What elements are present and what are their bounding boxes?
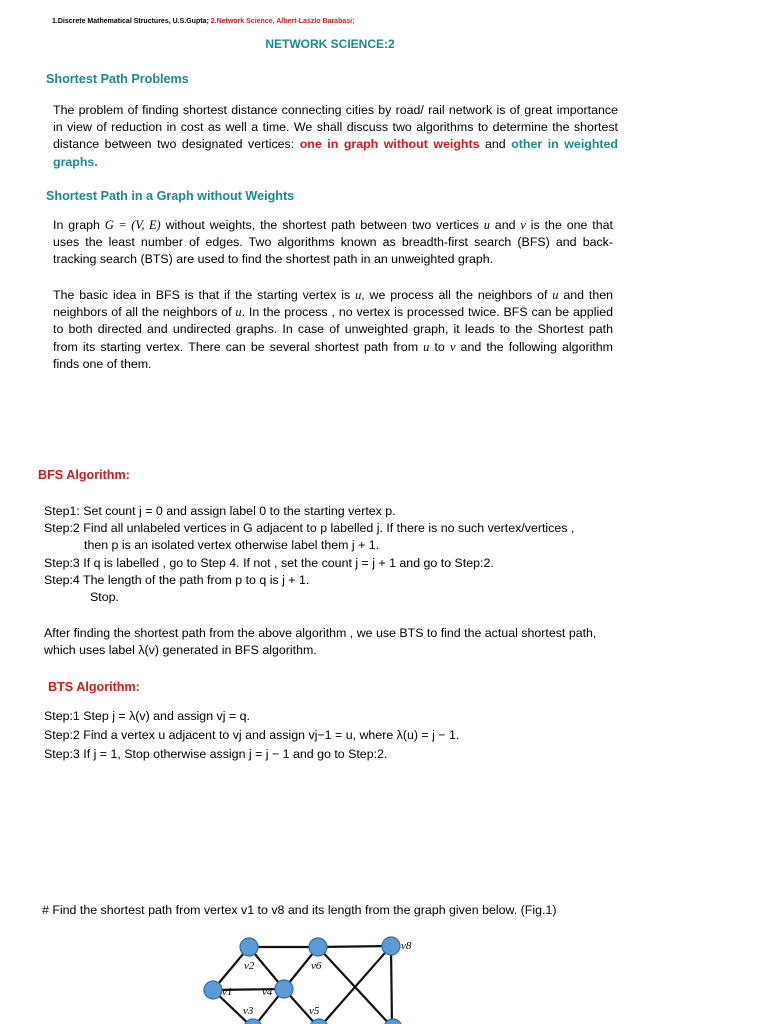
paragraph-bfs-idea — [53, 287, 613, 373]
text-segment: and then neighbors of all the neighbors of — [53, 288, 613, 320]
paragraph-intro — [53, 102, 618, 171]
bfs-step-2-continued: then p is an isolated vertex otherwise label them j + 1. — [84, 538, 380, 553]
math-var: u — [483, 218, 490, 232]
heading-bfs-algorithm: BFS Algorithm: — [38, 468, 130, 482]
label-v8: v8 — [401, 940, 412, 952]
references-line — [52, 18, 354, 25]
label-v2: v2 — [244, 960, 255, 972]
text-segment: The basic idea in BFS is that if the starting vertex is — [53, 288, 356, 302]
exercise-question: # Find the shortest path from vertex v1 to v8 and its length from the graph given below. (Fig.1) — [42, 903, 557, 917]
text-segment: . In the process , no vertex is processed twice. BFS can be applied to both directed and undirected graphs. In case of unweighted graph, it leads to the Shortest path from its starting vertex. There can be several shortest path from — [53, 305, 613, 354]
graph-edges — [213, 946, 393, 1024]
edge — [318, 946, 391, 947]
label-v3: v3 — [243, 1005, 254, 1017]
document-title: NETWORK SCIENCE:2 — [265, 37, 395, 51]
label-v4: v4 — [262, 986, 273, 998]
bts-step-2: Step:2 Find a vertex u adjacent to vj and assign vj−1 = u, where λ(u) = j − 1. — [44, 728, 460, 742]
graph-node-v1 — [204, 981, 222, 999]
text-segment: In graph — [53, 218, 105, 232]
text-segment: to — [429, 339, 450, 354]
edge — [319, 946, 391, 1024]
text-segment: is the one that uses the least number of edges. Two algorithms known as breadth-first search (BFS) and back-tracking search (BTS) are used to find the shortest path in an unweighted graph. — [53, 218, 613, 267]
reference-2: 2.Network Science, Albert-Laszlo Barabasi; — [210, 18, 355, 25]
bfs-step-2: Step:2 Find all unlabeled vertices in G adjacent to p labelled j. If there is no such vertex/vertices , — [44, 521, 575, 536]
graph-node-v4 — [275, 980, 293, 998]
bfs-step-4: Step:4 The length of the path from p to q is j + 1. — [44, 572, 310, 587]
math-var: v — [449, 339, 456, 354]
math-var: u — [552, 288, 559, 302]
reference-1: 1.Discrete Mathematical Structures, U.S.Gupta; — [52, 18, 209, 25]
graph-node-v6 — [309, 938, 327, 956]
label-v5: v5 — [309, 1005, 320, 1017]
heading-bts-algorithm: BTS Algorithm: — [48, 680, 140, 694]
label-v1: v1 — [222, 986, 233, 998]
graph-node-v8 — [382, 937, 400, 955]
math-var: u — [355, 288, 362, 302]
intro-text: The problem of finding shortest distance connecting cities by road/ rail network is of great importance in view of reduction in cost as well a time. We shall discuss two algorithms to determine the shortest distance between two designated vertices: — [53, 103, 618, 152]
intro-highlight-red: one in graph without weights — [299, 137, 480, 152]
bts-steps — [44, 707, 459, 764]
heading-unweighted-graph: Shortest Path in a Graph without Weights — [46, 189, 295, 203]
bfs-step-4-stop: Stop. — [90, 590, 119, 605]
math-var: u — [423, 339, 430, 354]
paragraph-unweighted-definition — [53, 217, 613, 269]
text-segment: and the following algorithm finds one of them. — [53, 339, 613, 371]
text-segment: and — [489, 218, 521, 232]
edge — [391, 946, 392, 1024]
text-segment: , we process all the neighbors of — [361, 288, 553, 302]
intro-and: and — [479, 137, 512, 152]
bfs-steps — [44, 503, 574, 606]
graph-figure — [195, 928, 435, 1024]
bfs-step-1: Step1: Set count j = 0 and assign label 0 to the starting vertex p. — [44, 504, 396, 518]
paragraph-after-bfs: After finding the shortest path from the above algorithm , we use BTS to find the actual shortest path, which uses label λ(v) generated in BFS algorithm. — [44, 626, 597, 658]
heading-shortest-path-problems: Shortest Path Problems — [46, 72, 189, 86]
intro-highlight-teal: other in weighted graphs. — [53, 137, 618, 169]
graph-node-v2 — [240, 938, 258, 956]
bfs-step-3: Step:3 If q is labelled , go to Step 4. If not , set the count j = j + 1 and go to Step:2. — [44, 555, 494, 570]
label-v6: v6 — [311, 960, 322, 972]
math-graph-def: G = (V, E) — [104, 218, 161, 232]
bts-step-3: Step:3 If j = 1, Stop otherwise assign j = j − 1 and go to Step:2. — [44, 747, 388, 761]
math-var: u — [235, 305, 242, 320]
bts-step-1: Step:1 Step j = λ(v) and assign vj = q. — [44, 709, 250, 723]
math-var: v — [520, 218, 526, 232]
text-segment: without weights, the shortest path between two vertices — [160, 218, 484, 232]
